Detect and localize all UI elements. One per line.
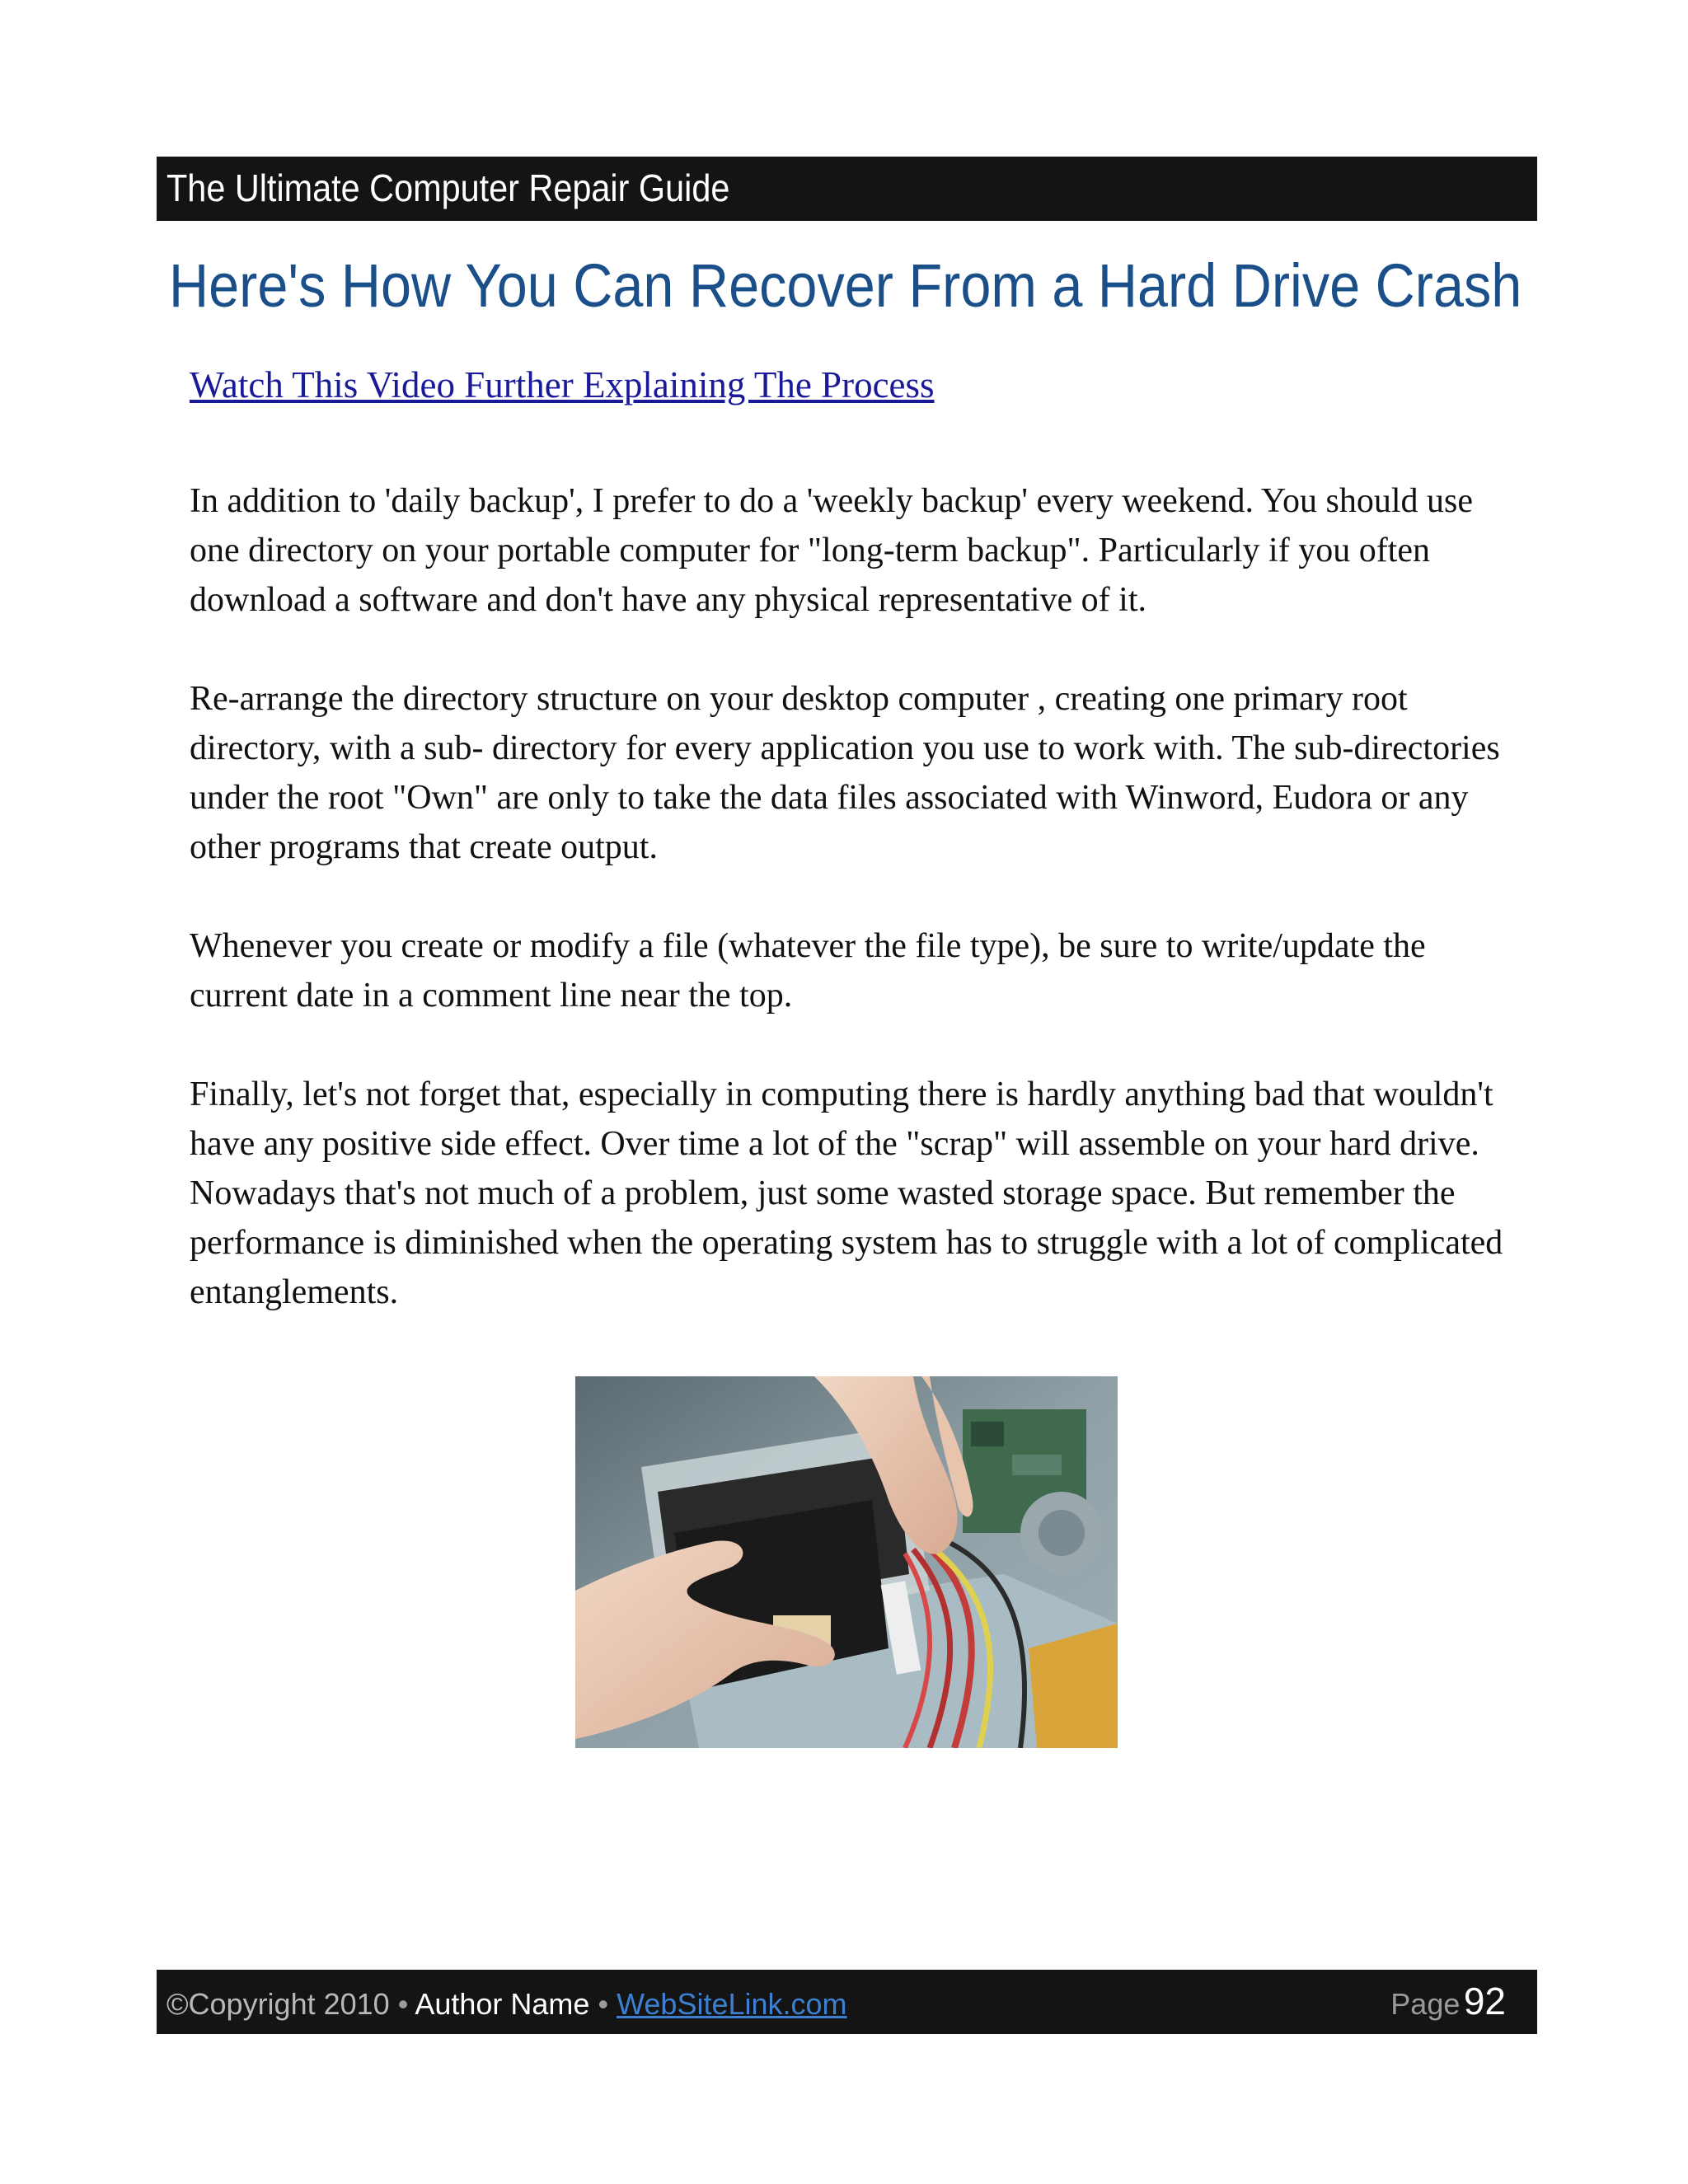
header-bar (157, 157, 1537, 221)
paragraph-4: Finally, let's not forget that, especially in computing there is hardly anything bad that wouldn't have any positive side effect. Over time a lot of the "scrap" will assemble on your hard drive. Nowadays that's not much of a problem, just some wasted storage space. But remember the performance is diminished when the operating system has to struggle with a lot of complicated entanglements. (190, 1076, 1503, 1311)
hard-drive-repair-photo (575, 1376, 1118, 1748)
separator-dot: • (598, 1987, 609, 2021)
footer-credits (166, 1986, 847, 2022)
page-number: 92 (1463, 1980, 1506, 2022)
body-text (190, 476, 1525, 1366)
page-label: Page (1390, 1987, 1461, 2021)
photo-illustration (575, 1376, 1118, 1748)
copyright-text: ©Copyright 2010 (166, 1987, 390, 2021)
paragraph-1: In addition to 'daily backup', I prefer to do a 'weekly backup' every weekend. You should use one directory on your portable computer for "long-term backup". Particularly if you often download a software and don't have any physical representative of it. (190, 482, 1474, 619)
paragraph-2: Re-arrange the directory structure on your desktop computer , creating one primary root directory, with a sub- directory for every application you use to work with. The sub-directories under the root "Own" are only to take the data files associated with Winword, Eudora or any other programs that create output. (190, 680, 1500, 866)
page-indicator (1390, 1978, 1506, 2027)
page-title: Here's How You Can Recover From a Hard Drive Crash (169, 251, 1522, 320)
paragraph-3: Whenever you create or modify a file (whatever the file type), be sure to write/update the current date in a comment line near the top. (190, 927, 1426, 1015)
author-name: Author Name (415, 1987, 590, 2021)
separator-dot: • (397, 1987, 409, 2021)
header-title: The Ultimate Computer Repair Guide (166, 166, 730, 209)
video-link[interactable]: Watch This Video Further Explaining The Process (190, 364, 935, 405)
website-link[interactable]: WebSiteLink.com (617, 1987, 847, 2021)
footer-bar (157, 1970, 1537, 2034)
